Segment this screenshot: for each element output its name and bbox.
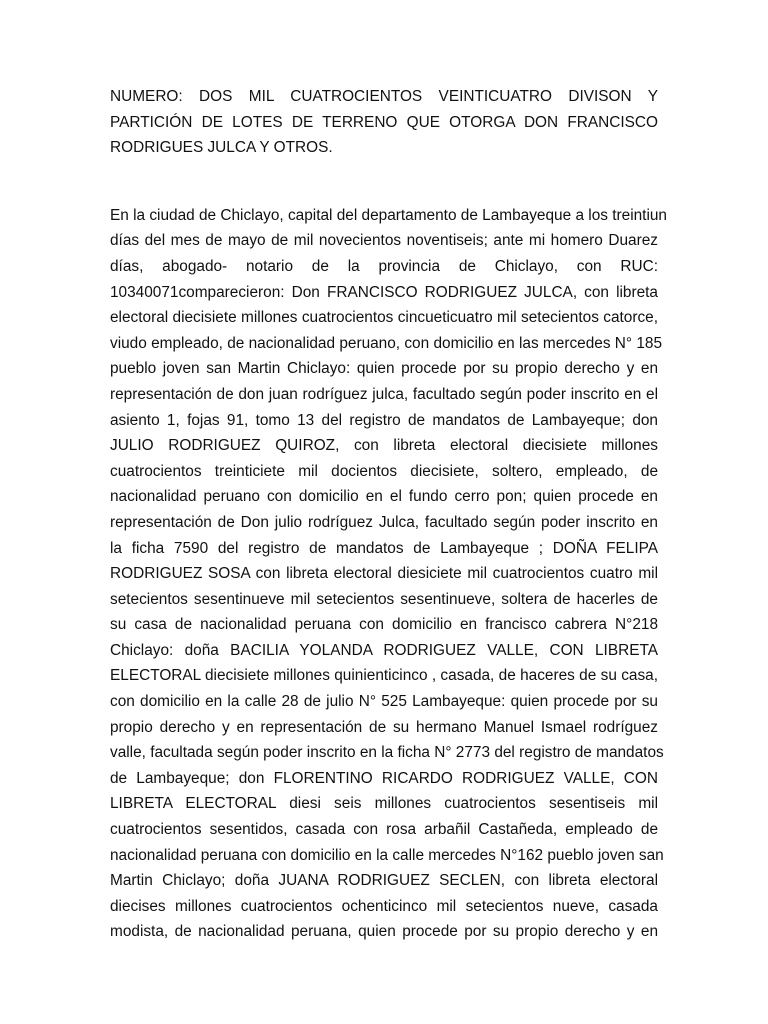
body-line: diecises millones cuatrocientos ochenticinco mil setecientos nueve, casada [110, 897, 658, 915]
document-heading [110, 84, 658, 161]
body-line: setecientos sesentinueve mil setecientos sesentinueve, soltera de hacerles de [110, 590, 658, 608]
body-line: asiento 1, fojas 91, tomo 13 del registro de mandatos de Lambayeque; don [110, 411, 658, 429]
section-gap [110, 161, 658, 203]
body-line: Martin Chiclayo; doña JUANA RODRIGUEZ SECLEN, con libreta electoral [110, 872, 658, 890]
body-line: días del mes de mayo de mil novecientos noventiseis; ante mi homero Duarez [110, 232, 658, 250]
heading-line: RODRIGUES JULCA Y OTROS. [110, 139, 333, 157]
body-line: de Lambayeque; don FLORENTINO RICARDO RODRIGUEZ VALLE, CON [110, 769, 658, 787]
body-line: nacionalidad peruano con domicilio en el fundo cerro pon; quien procede en [110, 488, 658, 506]
body-line: cuatrocientos treinticiete mil docientos diecisiete, soltero, empleado, de [110, 462, 658, 480]
body-line: cuatrocientos sesentidos, casada con rosa arbañil Castañeda, empleado de [110, 821, 658, 839]
body-line: 10340071comparecieron: Don FRANCISCO RODRIGUEZ JULCA, con libreta [110, 283, 658, 301]
body-line: RODRIGUEZ SOSA con libreta electoral diesiciete mil cuatrocientos cuatro mil [110, 565, 658, 583]
body-line: LIBRETA ELECTORAL diesi seis millones cuatrocientos sesentiseis mil [110, 795, 658, 813]
body-line: electoral diecisiete millones cuatrocientos cincueticuatro mil setecientos catorce, [110, 309, 658, 327]
body-line: días, abogado- notario de la provincia de Chiclayo, con RUC: [110, 257, 658, 275]
body-line: modista, de nacionalidad peruana, quien procede por su propio derecho y en [110, 923, 658, 941]
body-line: nacionalidad peruana con domicilio en la calle mercedes N°162 pueblo joven san [110, 846, 664, 864]
body-line: propio derecho y en representación de su hermano Manuel Ismael rodríguez [110, 718, 658, 736]
body-line: la ficha 7590 del registro de mandatos de Lambayeque ; DOÑA FELIPA [110, 539, 658, 557]
body-line: viudo empleado, de nacionalidad peruano, con domicilio en las mercedes N° 185 [110, 334, 663, 352]
body-line: representación de don juan rodríguez julca, facultado según poder inscrito en el [110, 385, 658, 403]
body-line: En la ciudad de Chiclayo, capital del departamento de Lambayeque a los treintiun [110, 206, 667, 224]
body-line: representación de Don julio rodríguez Julca, facultado según poder inscrito en [110, 513, 658, 531]
heading-line: NUMERO: DOS MIL CUATROCIENTOS VEINTICUATRO DIVISON Y [110, 88, 658, 105]
heading-line: PARTICIÓN DE LOTES DE TERRENO QUE OTORGA DON FRANCISCO [110, 113, 658, 131]
body-line: su casa de nacionalidad peruana con domicilio en francisco cabrera N°218 [110, 616, 658, 634]
document-body [110, 203, 667, 945]
body-line: JULIO RODRIGUEZ QUIROZ, con libreta electoral diecisiete millones [110, 437, 658, 455]
body-line: con domicilio en la calle 28 de julio N° 525 Lambayeque: quien procede por su [110, 693, 658, 711]
body-line: ELECTORAL diecisiete millones quinienticinco , casada, de haceres de su casa, [110, 667, 658, 685]
body-line: valle, facultada según poder inscrito en la ficha N° 2773 del registro de mandatos [110, 744, 664, 762]
body-line: Chiclayo: doña BACILIA YOLANDA RODRIGUEZ VALLE, CON LIBRETA [110, 641, 658, 659]
body-line: pueblo joven san Martin Chiclayo: quien procede por su propio derecho y en [110, 360, 658, 378]
document-page [110, 84, 667, 945]
